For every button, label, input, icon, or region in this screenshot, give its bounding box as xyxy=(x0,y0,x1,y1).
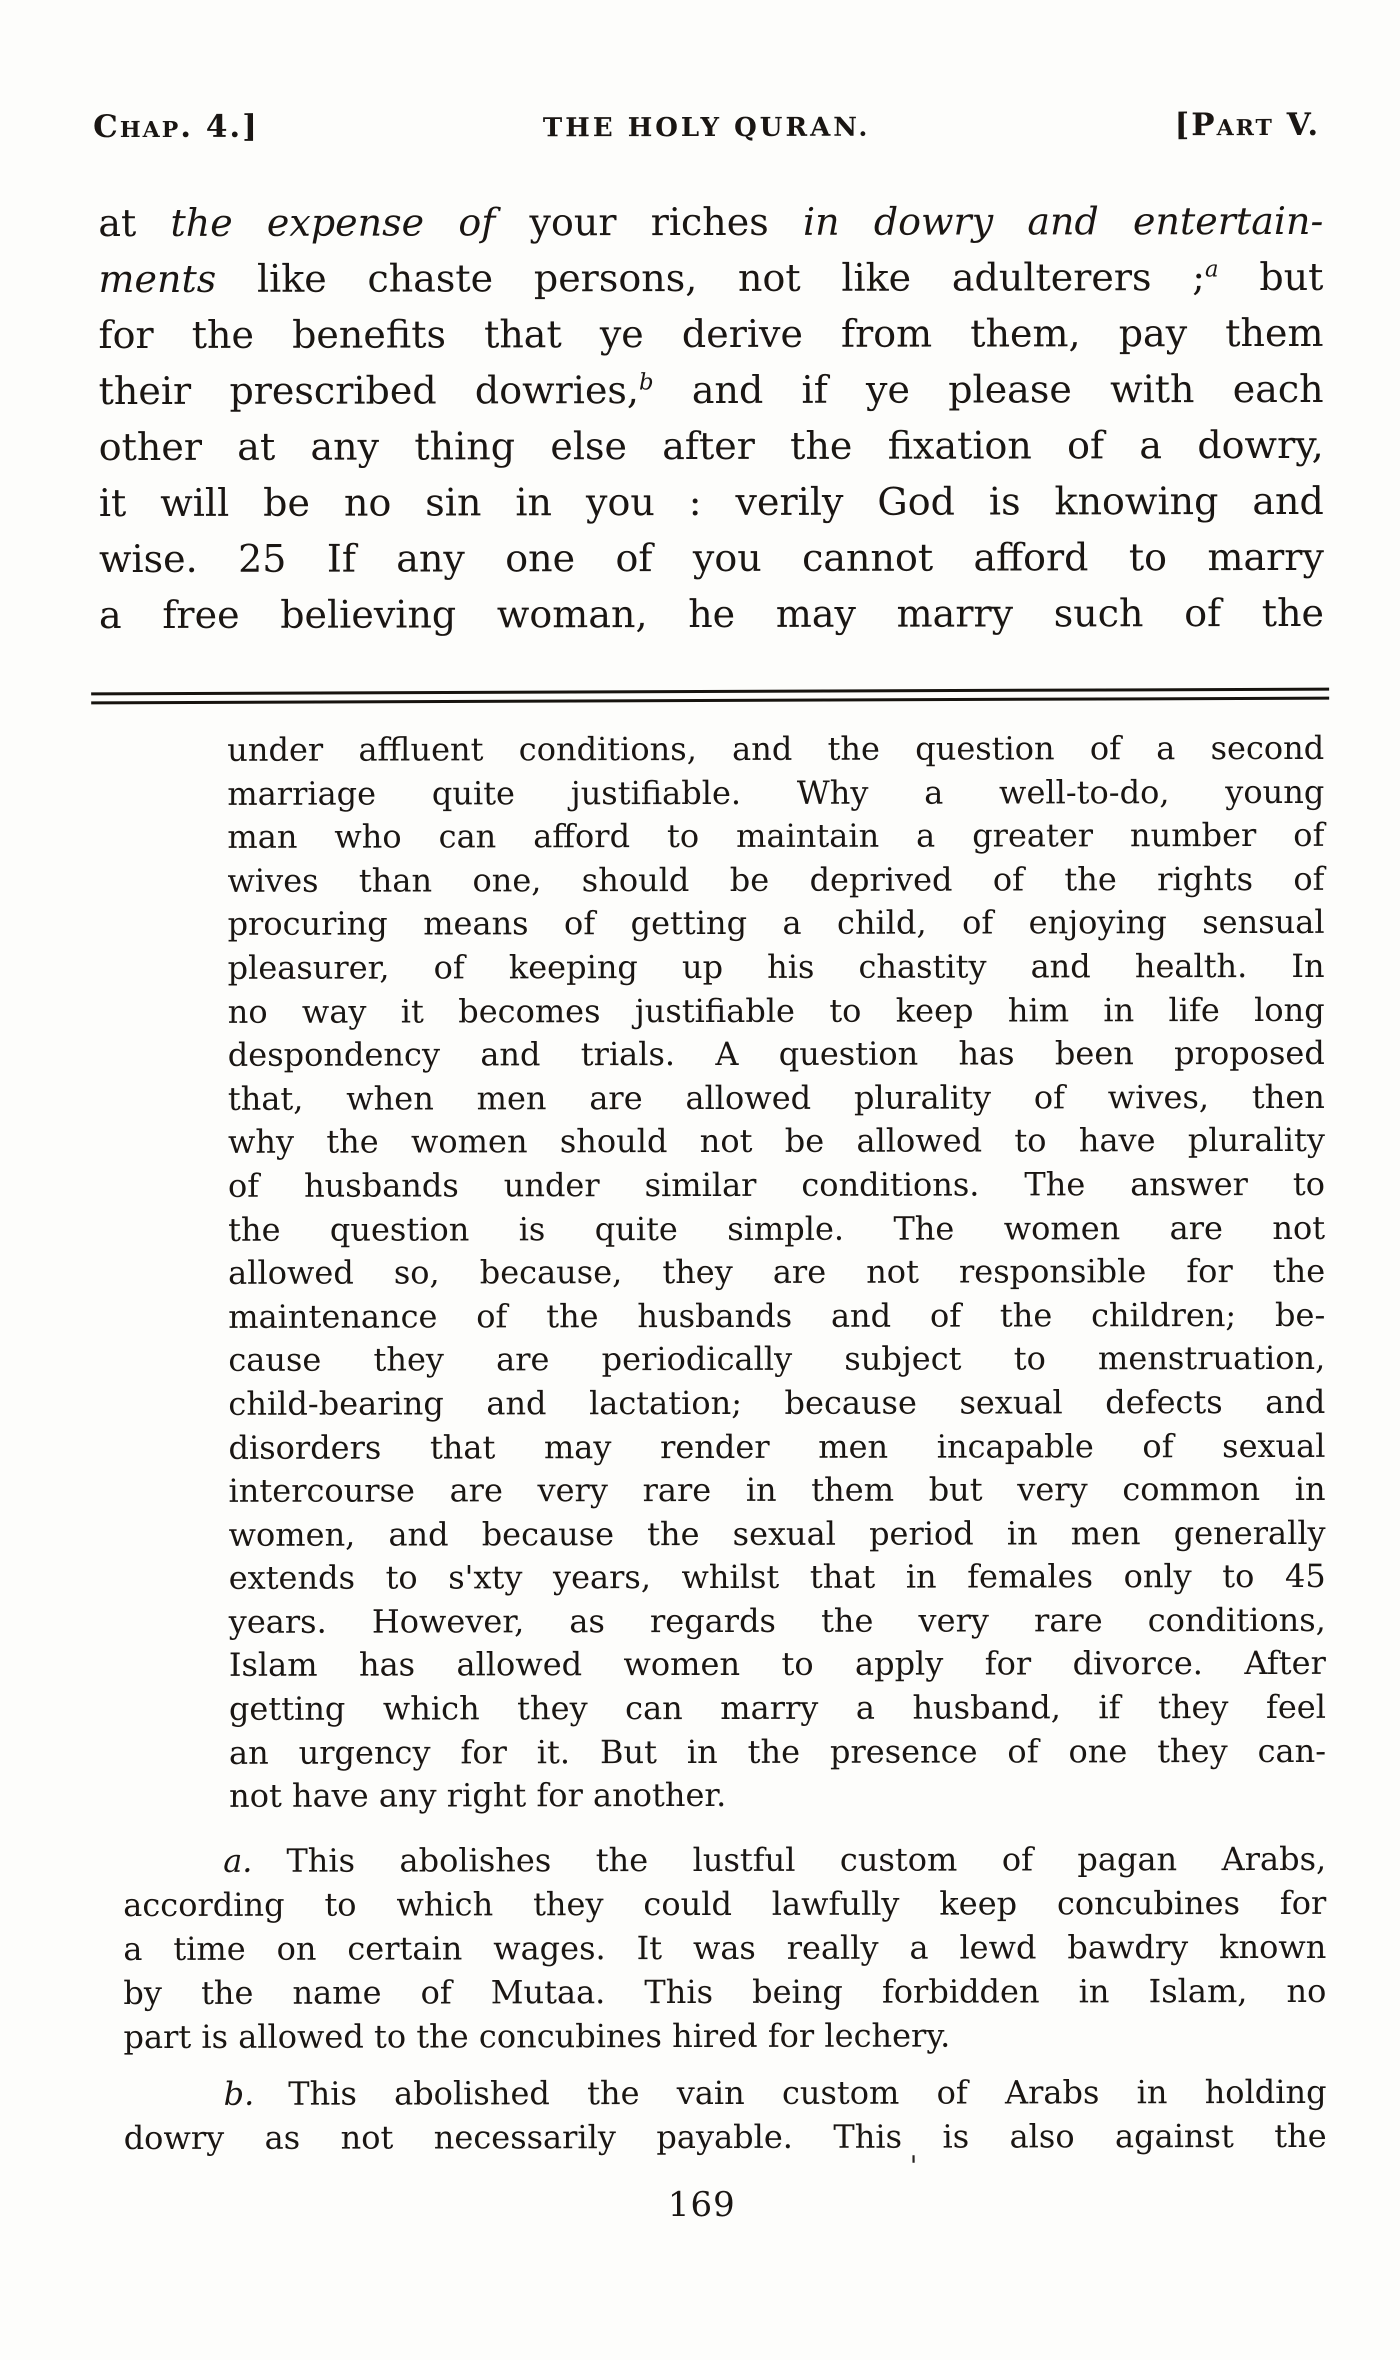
text-segment: but xyxy=(1218,254,1324,300)
text-segment: pleasurer, of keeping up his chastity and health. In xyxy=(227,946,1325,987)
part-label: [Part V. xyxy=(1174,106,1321,144)
text-segment: cause they are periodically subject to menstruation, xyxy=(228,1339,1326,1380)
text-line xyxy=(229,1642,1326,1688)
text-segment: their prescribed dowries, xyxy=(98,368,640,414)
commentary-text xyxy=(227,727,1326,1819)
text-line xyxy=(99,585,1324,643)
footnote-a xyxy=(123,1837,1326,2059)
text-line xyxy=(227,814,1324,860)
text-line xyxy=(98,249,1323,307)
text-segment: of husbands under similar conditions. The answer to xyxy=(227,1164,1326,1205)
text-line xyxy=(228,1076,1325,1122)
text-line xyxy=(99,529,1324,587)
verse-text xyxy=(98,193,1324,643)
footnote-b xyxy=(124,2070,1327,2160)
text-segment: ments xyxy=(98,256,217,302)
text-line xyxy=(123,2013,1326,2059)
text-segment: marriage quite justifiable. Why a well-to-do, young xyxy=(227,772,1325,813)
text-segment: b. xyxy=(223,2074,255,2113)
text-segment: for the benefits that ye derive from them, pay them xyxy=(98,310,1324,358)
text-line xyxy=(228,901,1325,947)
text-line xyxy=(228,1381,1325,1427)
text-segment: part is allowed to the concubines hired for lechery. xyxy=(123,2016,951,2056)
text-segment: allowed so, because, they are not responsible for the xyxy=(228,1252,1326,1292)
text-line xyxy=(98,193,1323,251)
text-segment: wise. 25 If any one of you cannot afford to marry xyxy=(98,534,1324,582)
text-segment: man who can afford to maintain a greater number of xyxy=(227,816,1325,857)
text-segment: intercourse are very rare in them but very common in xyxy=(228,1470,1326,1510)
text-line xyxy=(229,1512,1326,1558)
text-line xyxy=(229,1555,1326,1601)
text-line xyxy=(228,1250,1325,1296)
text-line xyxy=(228,988,1325,1034)
text-line xyxy=(228,945,1325,991)
text-line xyxy=(227,858,1324,904)
text-line xyxy=(229,1773,1326,1819)
text-segment: your riches xyxy=(495,199,803,245)
text-segment: women, and because the sexual period in men generally xyxy=(228,1513,1326,1554)
text-segment: by the name of Mutaa. This being forbidden in Islam, no xyxy=(123,1971,1327,2012)
text-line xyxy=(228,1032,1325,1078)
text-segment: other at any thing else after the fixation of a dowry, xyxy=(98,422,1324,470)
text-segment: dowry as not necessarily payable. This is also against the xyxy=(123,2116,1327,2157)
text-line xyxy=(229,1730,1326,1776)
text-line xyxy=(228,1337,1325,1383)
text-line xyxy=(123,1969,1326,2015)
text-segment: extends to s'xty years, whilst that in females only to 45 xyxy=(228,1557,1326,1598)
text-segment: that, when men are allowed plurality of wives, then xyxy=(227,1077,1325,1118)
text-line xyxy=(123,1881,1326,1927)
text-segment: child-bearing and lactation; because sexual defects and xyxy=(228,1382,1326,1423)
text-segment: under affluent conditions, and the question of a second xyxy=(227,728,1325,769)
text-segment: a free believing woman, he may marry such of the xyxy=(98,590,1325,638)
text-line xyxy=(229,1599,1326,1645)
text-segment: This abolishes the lustful custom of pagan Arabs, xyxy=(286,1839,1327,1880)
text-line xyxy=(123,1925,1326,1971)
text-segment: This abolished the vain custom of Arabs in holding xyxy=(288,2072,1327,2113)
text-segment: procuring means of getting a child, of enjoying sensual xyxy=(227,903,1325,944)
section-divider xyxy=(91,688,1329,705)
footnote-ref: a xyxy=(1205,256,1219,283)
text-line xyxy=(99,361,1324,419)
footnote-ref: b xyxy=(638,369,654,396)
text-segment: not have any right for another. xyxy=(229,1776,727,1816)
text-segment: a. xyxy=(223,1841,253,1880)
text-line xyxy=(227,771,1324,817)
text-segment: like chaste persons, not like adulterers ; xyxy=(216,255,1206,301)
text-segment: the question is quite simple. The women are not xyxy=(228,1208,1326,1249)
text-line xyxy=(123,1837,1326,1883)
text-segment: despondency and trials. A question has been proposed xyxy=(227,1034,1325,1074)
text-segment: why the women should not be allowed to have plurality xyxy=(227,1121,1325,1162)
running-header xyxy=(93,107,1320,145)
text-segment: at xyxy=(98,200,171,246)
text-line xyxy=(228,1206,1325,1252)
text-segment: an urgency for it. But in the presence of one they can- xyxy=(228,1731,1327,1772)
text-segment: no way it becomes justifiable to keep him in life long xyxy=(227,990,1325,1031)
text-segment: in dowry and entertain- xyxy=(802,198,1324,244)
chapter-label: Chap. 4.] xyxy=(93,108,259,146)
page-number: 169 xyxy=(667,2184,736,2225)
text-segment: according to which they could lawfully keep concubines for xyxy=(123,1883,1327,1924)
text-line xyxy=(228,1119,1325,1165)
text-segment: and if ye please with each xyxy=(653,366,1324,413)
text-line xyxy=(124,2114,1327,2160)
text-segment: Islam has allowed women to apply for divorce. After xyxy=(228,1644,1326,1685)
text-line xyxy=(124,2070,1327,2116)
text-line xyxy=(228,1424,1325,1470)
text-line xyxy=(99,473,1324,531)
text-segment: a time on certain wages. It was really a lewd bawdry known xyxy=(123,1927,1327,1968)
stray-ink-mark: ' xyxy=(909,2149,918,2183)
book-title: THE HOLY QURAN. xyxy=(542,112,871,144)
text-line xyxy=(99,417,1324,475)
text-segment: getting which they can marry a husband, if they feel xyxy=(228,1687,1326,1728)
text-segment: wives than one, should be deprived of the rights of xyxy=(227,859,1325,900)
text-segment: maintenance of the husbands and of the children; be- xyxy=(228,1295,1326,1336)
text-line xyxy=(227,727,1324,773)
text-line xyxy=(229,1468,1326,1514)
text-segment: years. However, as regards the very rare conditions, xyxy=(228,1600,1326,1641)
text-line xyxy=(229,1686,1326,1732)
text-line xyxy=(228,1294,1325,1340)
text-segment: it will be no sin in you : verily God is knowing and xyxy=(98,478,1324,526)
text-segment: disorders that may render men incapable of sexual xyxy=(228,1426,1326,1467)
text-line xyxy=(98,305,1323,363)
text-line xyxy=(228,1163,1325,1209)
text-segment: the expense of xyxy=(170,200,496,245)
